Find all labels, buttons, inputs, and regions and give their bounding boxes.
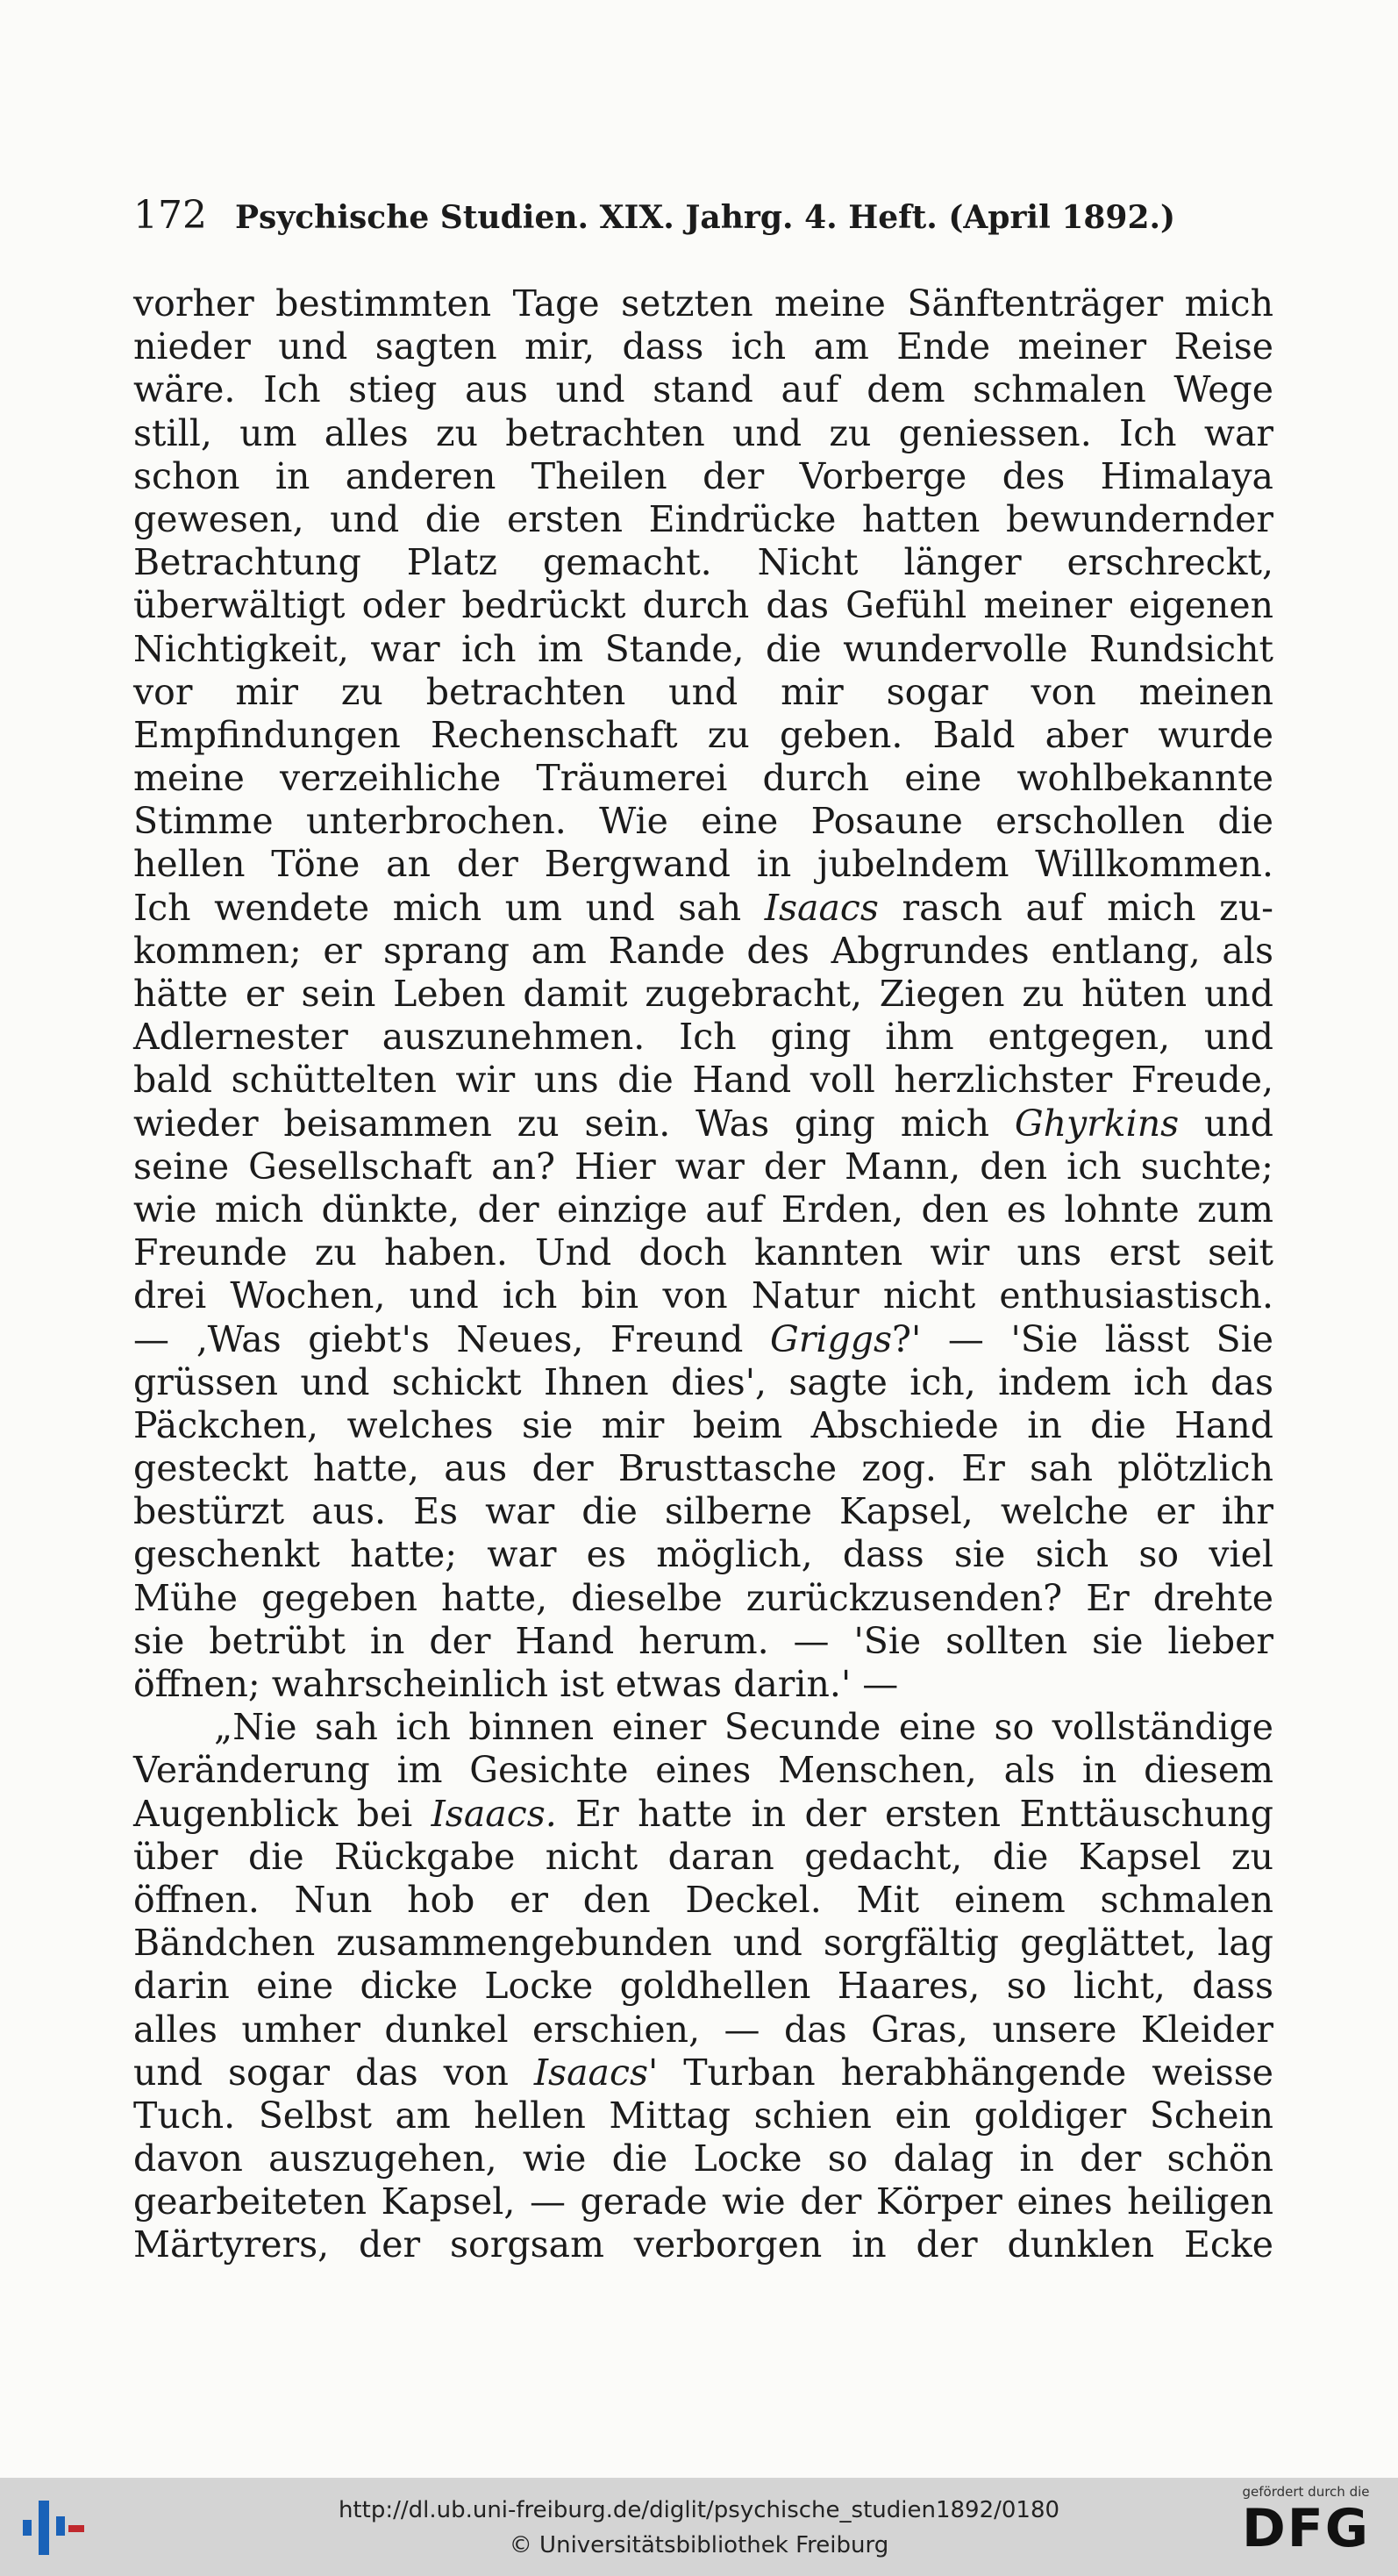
text-run: wie mich dünkte, der einzige auf Erden, den es lohnte zum [133, 1188, 1273, 1231]
text-run: rasch auf mich zu- [878, 886, 1273, 929]
text-line [133, 757, 1273, 800]
text-run: meine verzeihliche Träumerei durch eine wohlbekannte [133, 757, 1273, 800]
source-url[interactable]: http://dl.ub.uni-freiburg.de/diglit/psychische_studien1892/0180 [338, 2497, 1060, 2523]
text-run: Tuch. Selbst am hellen Mittag schien ein goldiger Schein [133, 2094, 1273, 2137]
text-line [133, 412, 1273, 455]
text-run: ?' — 'Sie lässt Sie [892, 1317, 1273, 1360]
text-run: schon in anderen Theilen der Vorberge des Himalaya [133, 454, 1273, 497]
text-line [133, 325, 1273, 368]
text-run: nieder und sagten mir, dass ich am Ende meiner Reise [133, 325, 1273, 368]
text-run: bestürzt aus. Es war die silberne Kapsel, welche er ihr [133, 1490, 1273, 1533]
running-header [133, 193, 1273, 246]
text-run: — ‚Was giebt's Neues, Freund [133, 1317, 771, 1360]
text-line [133, 1793, 1273, 1836]
text-run: und sogar das von [133, 2051, 534, 2094]
text-run: Nichtigkeit, war ich im Stande, die wundervolle Rundsicht [133, 627, 1273, 670]
text-run: Ich wendete mich um und sah [133, 886, 765, 929]
text-line [133, 455, 1273, 498]
italic-name: Isaacs' [533, 2051, 659, 2094]
text-line [133, 1706, 1273, 1749]
dfg-logo [1231, 2483, 1380, 2571]
text-run: gearbeiteten Kapsel, — gerade wie der Körper eines heiligen [133, 2180, 1273, 2223]
text-run: Veränderung im Gesichte eines Menschen, als in diesem [133, 1749, 1273, 1792]
dfg-logo-text: DFG [1241, 2498, 1371, 2559]
text-line [133, 2009, 1273, 2052]
text-line [133, 584, 1273, 627]
text-run: Turban herabhängende weisse [658, 2051, 1274, 2094]
page-number: 172 [133, 193, 207, 238]
text-line [133, 1447, 1273, 1490]
text-line [133, 1533, 1273, 1576]
text-line [133, 887, 1273, 930]
text-line [133, 1318, 1273, 1361]
text-line [133, 1663, 1273, 1706]
text-run: und [1179, 1102, 1273, 1145]
text-run: geschenkt hatte; war es möglich, dass sie sich so viel [133, 1533, 1273, 1576]
copyright-notice: © Universitätsbibliothek Freiburg [509, 2532, 889, 2558]
text-run: hätte er sein Leben damit zugebracht, Ziegen zu hüten und [133, 973, 1273, 1015]
text-run: Bändchen zusammengebunden und sorgfältig geglättet, lag [133, 1922, 1273, 1965]
text-line [133, 1188, 1273, 1231]
text-run: bald schüttelten wir uns die Hand voll herzlichster Freude, [133, 1059, 1273, 1102]
text-line [133, 1059, 1273, 1102]
text-line [133, 368, 1273, 411]
text-run: Betrachtung Platz gemacht. Nicht länger erschreckt, [133, 541, 1273, 584]
text-line [133, 1231, 1273, 1274]
text-run: gewesen, und die ersten Eindrücke hatten bewundernder [133, 497, 1273, 540]
text-line [133, 2180, 1273, 2223]
text-line [133, 1620, 1273, 1663]
text-run: seine Gesellschaft an? Hier war der Mann, den ich suchte; [133, 1145, 1273, 1188]
italic-name: Isaacs. [431, 1792, 557, 1835]
text-run: Augenblick bei [133, 1792, 432, 1835]
text-line [133, 1577, 1273, 1620]
text-line [133, 1922, 1273, 1965]
text-line [133, 2094, 1273, 2137]
text-line [133, 2052, 1273, 2094]
text-line [133, 1016, 1273, 1059]
text-line [133, 282, 1273, 325]
text-line [133, 1965, 1273, 2008]
text-line [133, 671, 1273, 714]
text-line [133, 1404, 1273, 1447]
text-line [133, 1879, 1273, 1922]
text-run: alles umher dunkel erschien, — das Gras, unsere Kleider [133, 2008, 1273, 2051]
text-line [133, 714, 1273, 757]
text-run: Märtyrers, der sorgsam verborgen in der dunklen Ecke [133, 2223, 1273, 2266]
footer-bar [0, 2478, 1398, 2576]
text-run: gesteckt hatte, aus der Brusttasche zog. Er sah plötzlich [133, 1447, 1273, 1490]
text-line [133, 628, 1273, 671]
text-run: Er hatte in der ersten Enttäuschung [556, 1792, 1273, 1835]
text-run: Päckchen, welches sie mir beim Abschiede in die Hand [133, 1403, 1273, 1446]
text-run: vor mir zu betrachten und mir sogar von meinen [133, 670, 1273, 713]
text-line [133, 843, 1273, 886]
text-run: Stimme unterbrochen. Wie eine Posaune erschollen die [133, 800, 1273, 843]
body-text [133, 282, 1273, 2267]
text-line [133, 541, 1273, 584]
text-run: Freunde zu haben. Und doch kannten wir uns erst seit [133, 1231, 1273, 1274]
text-run: öffnen; wahrscheinlich ist etwas darin.' — [133, 1663, 899, 1705]
text-line [133, 1836, 1273, 1879]
text-run: Empfindungen Rechenschaft zu geben. Bald aber wurde [133, 713, 1273, 756]
text-line [133, 2137, 1273, 2180]
text-run: hellen Töne an der Bergwand in jubelndem Willkommen. [133, 843, 1273, 886]
text-line [133, 498, 1273, 541]
text-line [133, 1274, 1273, 1317]
text-line [133, 800, 1273, 843]
text-line [133, 2223, 1273, 2266]
text-run: davon auszugehen, wie die Locke so dalag in der schön [133, 2137, 1273, 2180]
text-run: grüssen und schickt Ihnen dies', sagte ich, indem ich das [133, 1360, 1273, 1403]
text-run: kommen; er sprang am Rande des Abgrundes entlang, als [133, 929, 1273, 972]
text-run: drei Wochen, und ich bin von Natur nicht enthusiastisch. [133, 1274, 1273, 1317]
text-line [133, 1361, 1273, 1404]
text-run: überwältigt oder bedrückt durch das Gefühl meiner eigenen [133, 584, 1273, 627]
dfg-caption: gefördert durch die [1242, 2484, 1370, 2500]
text-run: vorher bestimmten Tage setzten meine Sänftenträger mich [133, 282, 1273, 325]
text-run: darin eine dicke Locke goldhellen Haares, so licht, dass [133, 1965, 1273, 2008]
text-line [133, 1490, 1273, 1533]
text-run: Adlernester auszunehmen. Ich ging ihm entgegen, und [133, 1016, 1273, 1059]
text-run: über die Rückgabe nicht daran gedacht, die Kapsel zu [133, 1835, 1273, 1878]
italic-name: Isaacs [764, 886, 879, 929]
text-line [133, 1145, 1273, 1188]
text-line [133, 1749, 1273, 1792]
text-line [133, 930, 1273, 973]
text-run: „Nie sah ich binnen einer Secunde eine so vollständige [214, 1706, 1273, 1749]
text-line [133, 1102, 1273, 1145]
text-run: Mühe gegeben hatte, dieselbe zurückzusenden? Er drehte [133, 1576, 1273, 1619]
text-run: sie betrübt in der Hand herum. — 'Sie sollten sie lieber [133, 1619, 1273, 1662]
running-title: Psychische Studien. XIX. Jahrg. 4. Heft. (April 1892.) [234, 199, 1176, 236]
text-line [133, 973, 1273, 1016]
italic-name: Ghyrkins [1014, 1102, 1180, 1145]
text-run: wäre. Ich stieg aus und stand auf dem schmalen Wege [133, 368, 1273, 411]
text-run: still, um alles zu betrachten und zu geniessen. Ich war [133, 411, 1273, 454]
italic-name: Griggs [770, 1317, 893, 1360]
text-run: wieder beisammen zu sein. Was ging mich [133, 1102, 1015, 1145]
text-run: öffnen. Nun hob er den Deckel. Mit einem schmalen [133, 1878, 1273, 1921]
